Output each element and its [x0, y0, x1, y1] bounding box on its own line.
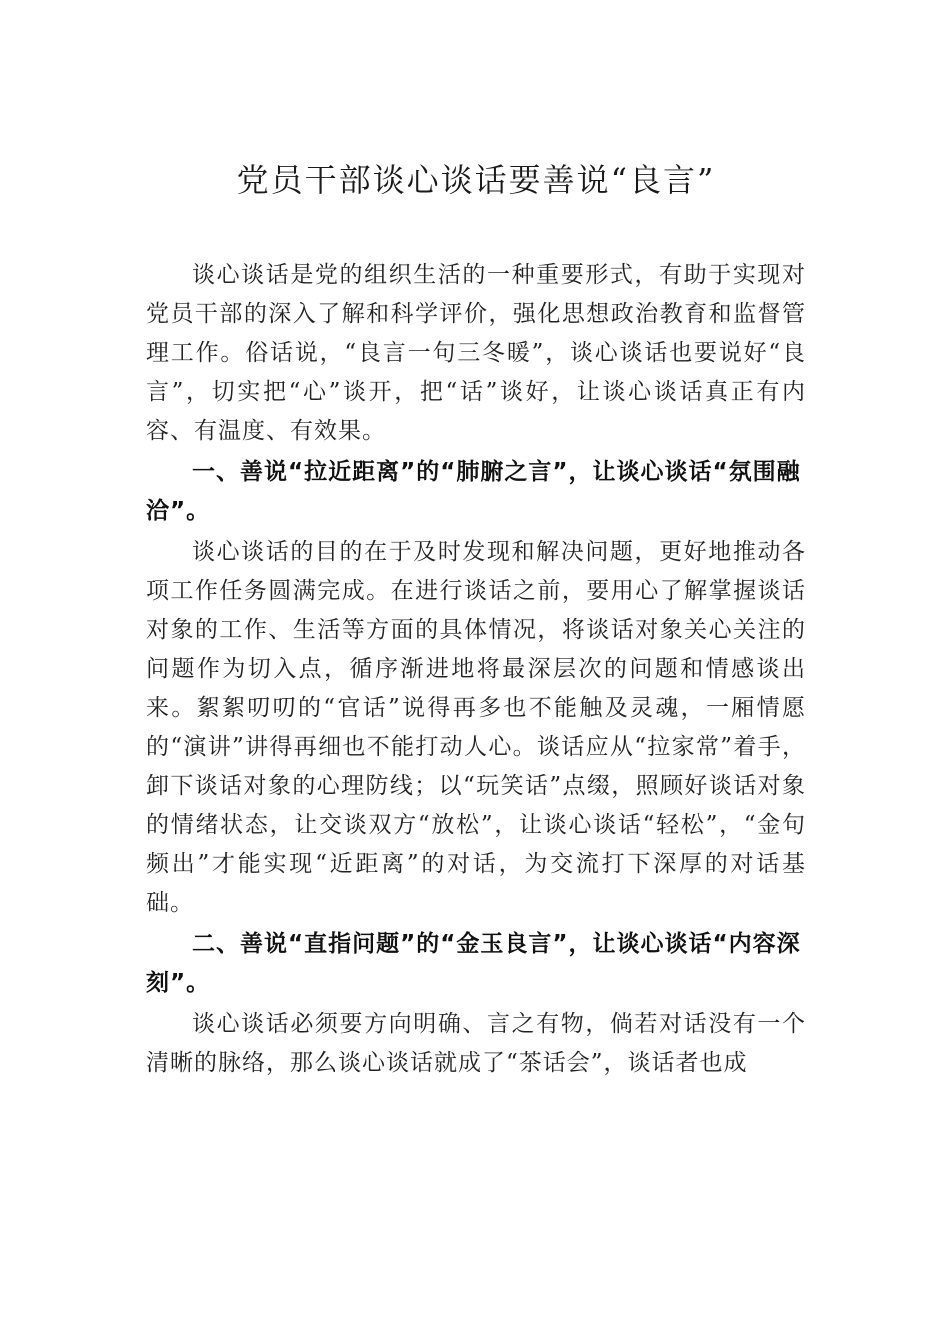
- document-page: [146, 150, 806, 1083]
- body-paragraph-section-1: 谈心谈话的目的在于及时发现和解决问题，更好地推动各项工作任务圆满完成。在进行谈话之前，要用心了解掌握谈话对象的工作、生活等方面的具体情况，将谈话对象关心关注的问题作为切入点，循序渐进地将最深层次的问题和情感谈出来。絮絮叨叨的“官话”说得再多也不能触及灵魂，一厢情愿的“演讲”讲得再细也不能打动人心。谈话应从“拉家常”着手，卸下谈话对象的心理防线；以“玩笑话”点缀，照顾好谈话对象的情绪状态，让交谈双方“放松”，让谈心谈话“轻松”，“金句频出”才能实现“近距离”的对话，为交流打下深厚的对话基础。: [146, 539, 806, 916]
- section-heading-2: 二、善说“直指问题”的“金玉良言”，让谈心谈话“内容深刻”。: [146, 931, 801, 996]
- document-title: 党员干部谈心谈话要善说“良言”: [236, 161, 716, 199]
- section-heading-1: 一、善说“拉近距离”的“肺腑之言”，让谈心谈话“氛围融洽”。: [146, 459, 801, 524]
- body-paragraph-intro: 谈心谈话是党的组织生活的一种重要形式，有助于实现对党员干部的深入了解和科学评价，强化思想政治教育和监督管理工作。俗话说，“良言一句三冬暖”，谈心谈话也要说好“良言”，切实把“心”谈开，把“话”谈好，让谈心谈话真正有内容、有温度、有效果。: [146, 262, 806, 444]
- body-paragraph-section-2: 谈心谈话必须要方向明确、言之有物，倘若对话没有一个清晰的脉络，那么谈心谈话就成了“茶话会”，谈话者也成: [146, 1011, 806, 1076]
